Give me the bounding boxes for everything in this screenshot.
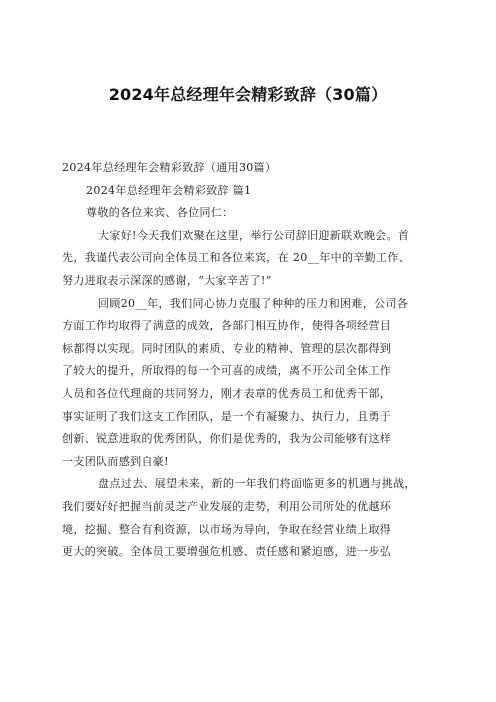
paragraph-line: 先，我谨代表公司向全体员工和各位来宾，在 20__年中的辛勤工作、 — [62, 251, 411, 265]
paragraph-line: 方面工作均取得了满意的成效，各部门相互协作，使得各项经营目 — [62, 319, 392, 333]
paragraph-line: 境，挖掘、整合有利资源，以市场为导向，争取在经营业绩上取得 — [62, 522, 392, 536]
paragraph-line: 了较大的提升，所取得的每一个可喜的成绩，离不开公司全体工作 — [62, 364, 392, 378]
paragraph-line: 努力进取表示深深的感谢，“大家辛苦了!” — [62, 273, 272, 287]
paragraph-line: 标都得以实现。同时团队的素质、专业的精神、管理的层次都得到 — [62, 341, 392, 355]
paragraph-line: 更大的突破。全体员工要增强危机感、责任感和紧迫感，进一步弘 — [62, 545, 392, 559]
section-heading-line: 2024年总经理年会精彩致辞 篇1 — [86, 183, 252, 197]
document-body — [62, 157, 442, 564]
paragraph-line: 盘点过去、展望未来，新的一年我们将面临更多的机遇与挑战， — [98, 477, 416, 491]
paragraph-line: 创新、锐意进取的优秀团队，你们是优秀的，我为公司能够有这样 — [62, 432, 392, 446]
paragraph-line: 一支团队而感到自豪! — [62, 454, 169, 468]
document-title: 2024年总经理年会精彩致辞（30篇） — [108, 85, 388, 104]
heading-line: 2024年总经理年会精彩致辞（通用30篇） — [62, 161, 277, 174]
paragraph-line: 人员和各位代理商的共同努力，刚才表章的优秀员工和优秀干部， — [62, 386, 392, 400]
salutation-line: 尊敬的各位来宾、各位同仁： — [86, 206, 234, 220]
paragraph-line: 回顾20__年，我们同心协力克服了种种的压力和困难，公司各 — [98, 296, 409, 310]
paragraph-line: 事实证明了我们这支工作团队，是一个有凝聚力、执行力，且勇于 — [62, 409, 392, 423]
paragraph-line: 大家好!今天我们欢聚在这里，举行公司辞旧迎新联欢晚会。首 — [98, 228, 410, 242]
paragraph-line: 我们要好好把握当前灵芝产业发展的走势，利用公司所处的优越环 — [62, 499, 392, 513]
